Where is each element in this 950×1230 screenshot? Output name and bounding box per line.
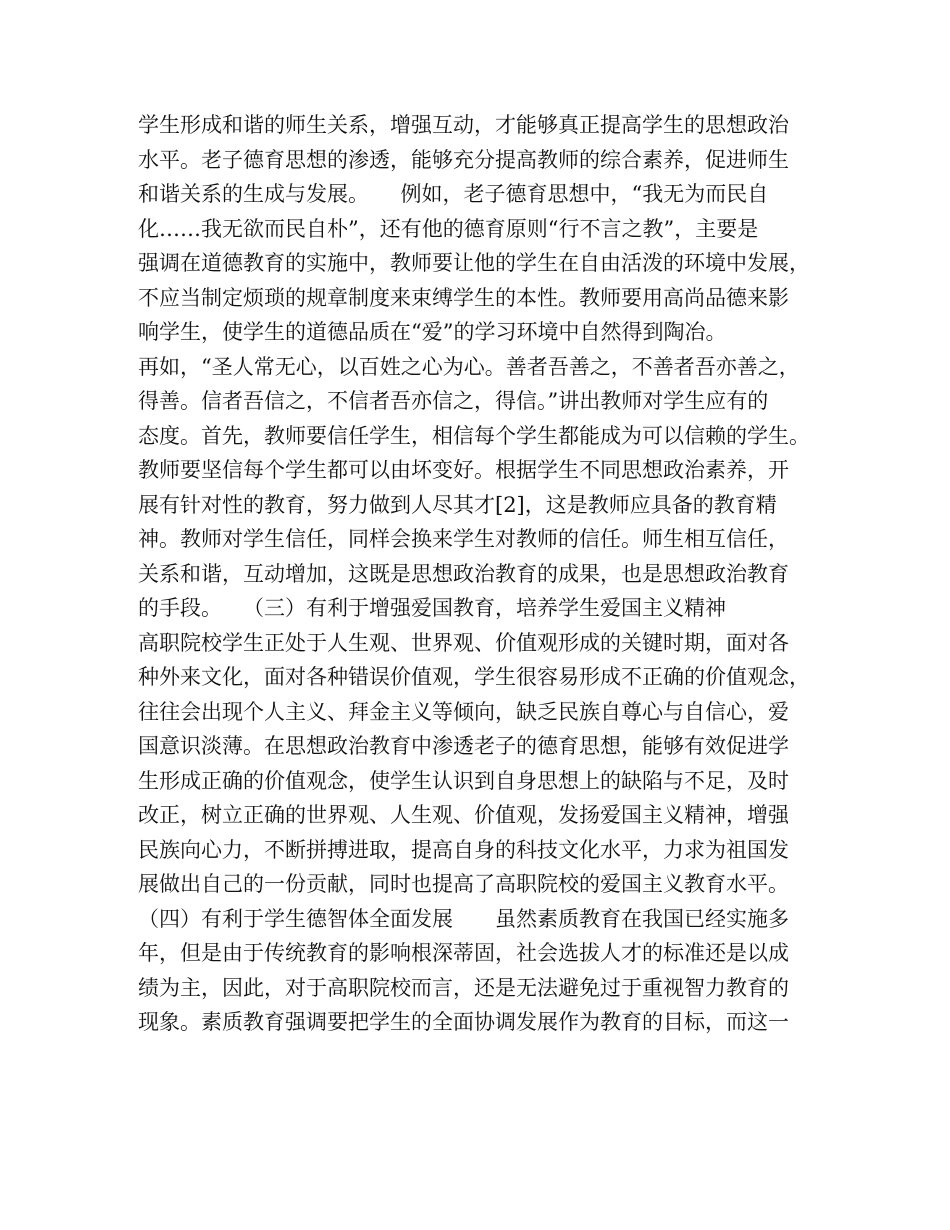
text-line: 种外来文化，面对各种错误价值观，学生很容易形成不正确的价值观念， bbox=[138, 665, 810, 689]
text-line: 现象。素质教育强调要把学生的全面协调发展作为教育的目标，而这一 bbox=[138, 1010, 789, 1034]
text-line: （四）有利于学生德智体全面发展 虽然素质教育在我国已经实施多 bbox=[138, 906, 789, 931]
text-line: 不应当制定烦琐的规章制度来束缚学生的本性。教师要用高尚品德来影 bbox=[138, 285, 789, 310]
text-line: 改正，树立正确的世界观、人生观、价值观，发扬爱国主义精神，增强 bbox=[138, 803, 789, 827]
text-line: 绩为主，因此，对于高职院校而言，还是无法避免过于重视智力教育的 bbox=[138, 975, 789, 1000]
text-line: 关系和谐，互动增加，这既是思想政治教育的成果，也是思想政治教育 bbox=[138, 561, 789, 586]
text-line: 生形成正确的价值观念，使学生认识到自身思想上的缺陷与不足，及时 bbox=[138, 768, 789, 793]
text-line: 再如，“圣人常无心，以百姓之心为心。善者吾善之，不善者吾亦善之， bbox=[138, 354, 800, 379]
text-line: 国意识淡薄。在思想政治教育中渗透老子的德育思想，能够有效促进学 bbox=[138, 734, 789, 758]
text-line: 的手段。 （三）有利于增强爱国教育，培养学生爱国主义精神 bbox=[138, 596, 726, 620]
body-text bbox=[138, 108, 828, 1040]
text-line: 态度。首先，教师要信任学生，相信每个学生都能成为可以信赖的学生。 bbox=[138, 423, 810, 448]
text-line: 高职院校学生正处于人生观、世界观、价值观形成的关键时期，面对各 bbox=[138, 630, 789, 655]
text-line: 展有针对性的教育，努力做到人尽其才[2]，这是教师应具备的教育精 bbox=[138, 492, 777, 517]
text-line: 展做出自己的一份贡献，同时也提高了高职院校的爱国主义教育水平。 bbox=[138, 872, 789, 896]
text-line: 年，但是由于传统教育的影响根深蒂固，社会选拔人才的标准还是以成 bbox=[138, 941, 789, 965]
text-line: 教师要坚信每个学生都可以由坏变好。根据学生不同思想政治素养，开 bbox=[138, 458, 789, 482]
text-line: 往往会出现个人主义、拜金主义等倾向，缺乏民族自尊心与自信心，爱 bbox=[138, 699, 789, 724]
text-line: 强调在道德教育的实施中，教师要让他的学生在自由活泼的环境中发展， bbox=[138, 251, 810, 275]
text-line: 神。教师对学生信任，同样会换来学生对教师的信任。师生相互信任， bbox=[138, 527, 789, 551]
text-line: 得善。信者吾信之，不信者吾亦信之，得信。”讲出教师对学生应有的 bbox=[138, 389, 769, 413]
text-line: 和谐关系的生成与发展。 例如，老子德育思想中，“我无为而民自 bbox=[138, 182, 769, 206]
text-line: 水平。老子德育思想的渗透，能够充分提高教师的综合素养，促进师生 bbox=[138, 147, 789, 172]
text-line: 学生形成和谐的师生关系，增强互动，才能够真正提高学生的思想政治 bbox=[138, 113, 789, 137]
text-line: 民族向心力，不断拼搏进取，提高自身的科技文化水平，力求为祖国发 bbox=[138, 837, 789, 862]
text-line: 响学生，使学生的道德品质在“爱”的学习环境中自然得到陶冶。 bbox=[138, 320, 727, 344]
text-line: 化……我无欲而民自朴”，还有他的德育原则“行不言之教”，主要是 bbox=[138, 216, 759, 241]
